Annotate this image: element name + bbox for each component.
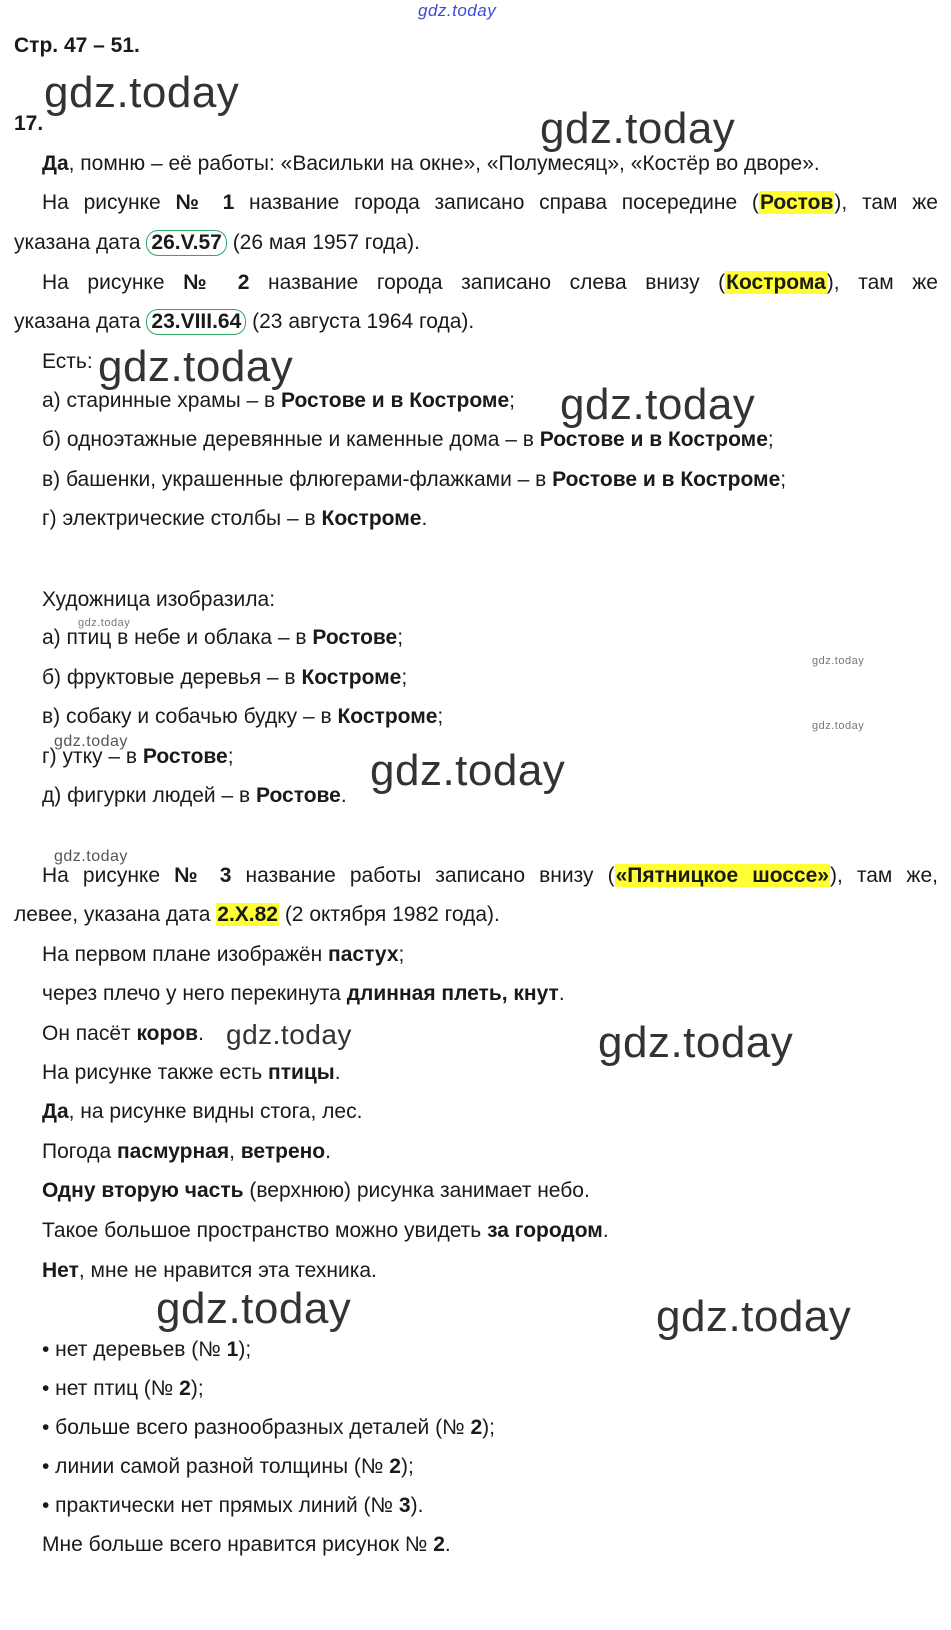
bullet-item: • больше всего разнообразных деталей (№ 2); — [42, 1416, 495, 1439]
date-circled-1: 26.V.57 — [146, 230, 226, 256]
list-item: б) одноэтажные деревянные и каменные дома – в Ростове и в Костроме; — [42, 428, 774, 451]
page-range: Стр. 47 – 51. — [14, 34, 140, 57]
list-item: г) утку – в Ростове; — [42, 745, 234, 768]
list-item: в) собаку и собачью будку – в Костроме; — [42, 705, 444, 728]
title-highlight: «Пятницкое шоссе» — [615, 864, 829, 887]
watermark: gdz.today — [540, 104, 736, 153]
answer-line: Да, на рисунке видны стога, лес. — [42, 1100, 363, 1123]
paragraph-1: Да, помню – её работы: «Васильки на окне», «Полумесяц», «Костёр во дворе». — [42, 152, 820, 175]
list-item: г) электрические столбы – в Костроме. — [42, 507, 428, 530]
bullet-item: • практически нет прямых линий (№ 3). — [42, 1494, 424, 1517]
city-kostroma-highlight: Кострома — [726, 271, 826, 294]
watermark: gdz.today — [656, 1292, 852, 1341]
bullet-item: • нет деревьев (№ 1); — [42, 1338, 252, 1361]
watermark: gdz.today — [156, 1284, 352, 1333]
date-highlight: 2.X.82 — [217, 903, 278, 926]
paragraph-4-line-2: левее, указана дата 2.X.82 (2 октября 1982 года). — [14, 903, 500, 926]
answer-line: Такое большое пространство можно увидеть за городом. — [42, 1219, 609, 1242]
list-item: а) птиц в небе и облака – в Ростове; — [42, 626, 404, 649]
bullet-item: • линии самой разной толщины (№ 2); — [42, 1455, 414, 1478]
paragraph-3-line-1: На рисунке № 2 название города записано слева внизу (Кострома), там же — [42, 271, 938, 294]
list-item: д) фигурки людей – в Ростове. — [42, 784, 347, 807]
answer-line: через плечо у него перекинута длинная плеть, кнут. — [42, 982, 565, 1005]
answer-line: Он пасёт коров. — [42, 1022, 204, 1045]
paragraph-3-line-2: указана дата 23.VIII.64 (23 августа 1964 года). — [14, 310, 475, 333]
answer-line: Погода пасмурная, ветрено. — [42, 1140, 331, 1163]
watermark: gdz.today — [54, 848, 128, 865]
answer-line: Нет, мне не нравится эта техника. — [42, 1259, 377, 1282]
task-number: 17. — [14, 112, 44, 135]
bullet-item: • нет птиц (№ 2); — [42, 1377, 204, 1400]
date-circled-2: 23.VIII.64 — [146, 309, 246, 335]
watermark: gdz.today — [54, 733, 128, 750]
watermark: gdz.today — [598, 1018, 794, 1067]
watermark: gdz.today — [78, 617, 131, 629]
list-item: а) старинные храмы – в Ростове и в Костроме; — [42, 389, 515, 412]
watermark-top: gdz.today — [418, 1, 497, 20]
watermark: gdz.today — [560, 380, 756, 429]
watermark: gdz.today — [44, 68, 240, 117]
watermark: gdz.today — [226, 1019, 352, 1050]
list-item: в) башенки, украшенные флюгерами-флажками – в Ростове и в Костроме; — [42, 468, 787, 491]
watermark: gdz.today — [370, 746, 566, 795]
answer-line: На рисунке также есть птицы. — [42, 1061, 341, 1084]
answer-line: Одну вторую часть (верхнюю) рисунка занимает небо. — [42, 1179, 590, 1202]
watermark: gdz.today — [812, 655, 865, 667]
paragraph-4-line-1: На рисунке № 3 название работы записано внизу («Пятницкое шоссе»), там же, — [42, 864, 938, 887]
watermark: gdz.today — [98, 342, 294, 391]
paragraph-2-line-1: На рисунке № 1 название города записано справа посередине (Ростов), там же — [42, 191, 938, 214]
final-line: Мне больше всего нравится рисунок № 2. — [42, 1533, 451, 1556]
watermark: gdz.today — [812, 720, 865, 732]
paragraph-2-line-2: указана дата 26.V.57 (26 мая 1957 года). — [14, 231, 420, 254]
city-rostov-highlight: Ростов — [759, 191, 834, 214]
list-1-intro: Есть: — [42, 350, 93, 373]
list-2-intro: Художница изобразила: — [42, 588, 276, 611]
answer-line: На первом плане изображён пастух; — [42, 943, 405, 966]
list-item: б) фруктовые деревья – в Костроме; — [42, 666, 408, 689]
